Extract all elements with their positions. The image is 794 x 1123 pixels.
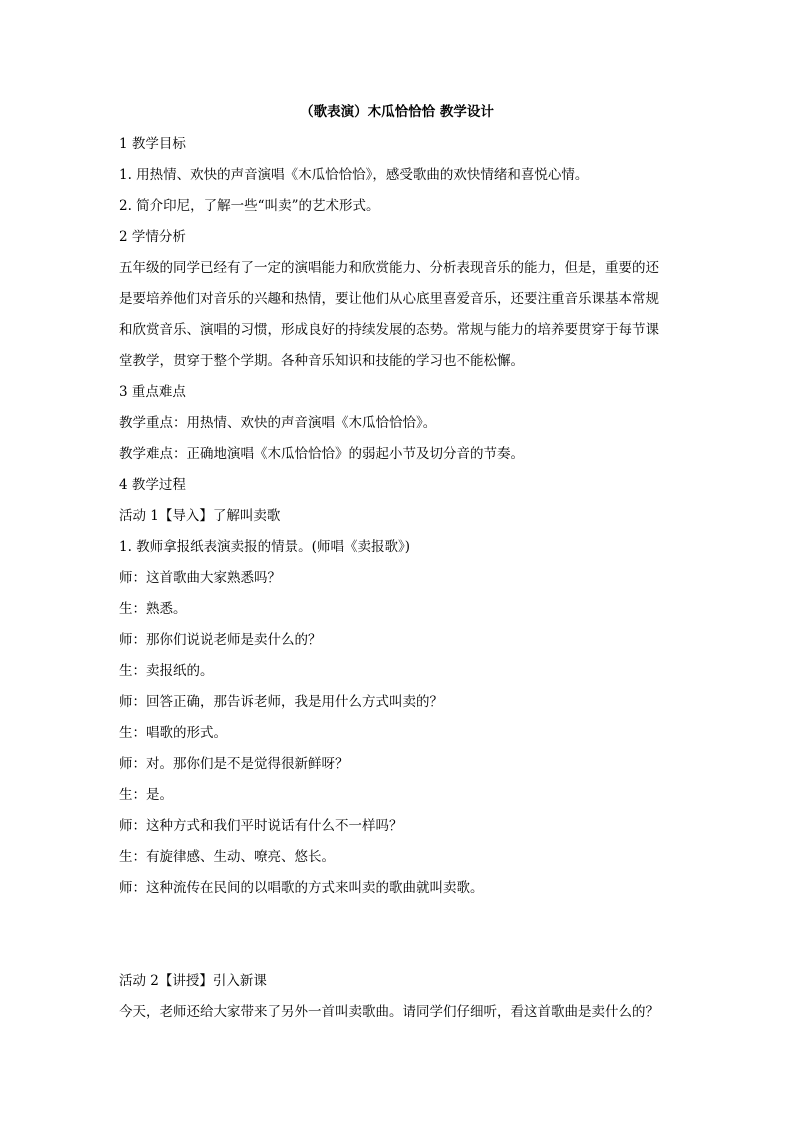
analysis-line-2: 是要培养他们对音乐的兴趣和热情，要让他们从心底里喜爱音乐，还要注重音乐课基本常规 xyxy=(119,291,659,307)
dialogue-line: 师：回答正确，那告诉老师，我是用什么方式叫卖的？ xyxy=(119,694,443,710)
document-body xyxy=(119,135,679,1034)
goal-item-2: 2. 简介印尼，了解一些“叫卖”的艺术形式。 xyxy=(119,198,380,214)
teaching-difficulty: 教学难点：正确地演唱《木瓜恰恰恰》的弱起小节及切分音的节奏。 xyxy=(119,446,524,462)
section-heading-process: 4 教学过程 xyxy=(119,477,186,493)
dialogue-line: 1. 教师拿报纸表演卖报的情景。(师唱《卖报歌》) xyxy=(119,539,410,555)
activity-2-title: 活动 2【讲授】引入新课 xyxy=(119,973,267,989)
blank-spacer xyxy=(119,910,679,972)
section-heading-keypoints: 3 重点难点 xyxy=(119,384,186,400)
analysis-line-4: 堂教学，贯穿于整个学期。各种音乐知识和技能的学习也不能松懈。 xyxy=(119,353,524,369)
section-heading-analysis: 2 学情分析 xyxy=(119,229,186,245)
dialogue-line: 生：唱歌的形式。 xyxy=(119,725,227,741)
activity-1-title: 活动 1【导入】了解叫卖歌 xyxy=(119,508,281,524)
section-heading-goals: 1 教学目标 xyxy=(119,136,186,152)
dialogue-line: 师：对。那你们是不是觉得很新鲜呀？ xyxy=(119,756,349,772)
document-title: （歌表演）木瓜恰恰恰 教学设计 xyxy=(300,104,494,120)
dialogue-line: 生：卖报纸的。 xyxy=(119,663,214,679)
activity-2-line: 今天，老师还给大家带来了另外一首叫卖歌曲。请同学们仔细听，看这首歌曲是卖什么的？ xyxy=(119,1004,659,1020)
dialogue-line: 生：是。 xyxy=(119,787,173,803)
dialogue-line: 师：这种方式和我们平时说话有什么不一样吗？ xyxy=(119,818,403,834)
goal-item-1: 1. 用热情、欢快的声音演唱《木瓜恰恰恰》，感受歌曲的欢快情绪和喜悦心情。 xyxy=(119,167,589,183)
analysis-line-1: 五年级的同学已经有了一定的演唱能力和欣赏能力、分析表现音乐的能力，但是，重要的还 xyxy=(119,260,659,276)
dialogue-line: 师：这首歌曲大家熟悉吗？ xyxy=(119,570,281,586)
analysis-line-3: 和欣赏音乐、演唱的习惯，形成良好的持续发展的态势。常规与能力的培养要贯穿于每节课 xyxy=(119,322,659,338)
dialogue-line: 生：有旋律感、生动、嘹亮、悠长。 xyxy=(119,849,335,865)
dialogue-line: 师：这种流传在民间的以唱歌的方式来叫卖的歌曲就叫卖歌。 xyxy=(119,880,484,896)
dialogue-line: 师：那你们说说老师是卖什么的？ xyxy=(119,632,322,648)
teaching-focus: 教学重点：用热情、欢快的声音演唱《木瓜恰恰恰》。 xyxy=(119,415,437,431)
dialogue-line: 生：熟悉。 xyxy=(119,601,187,617)
